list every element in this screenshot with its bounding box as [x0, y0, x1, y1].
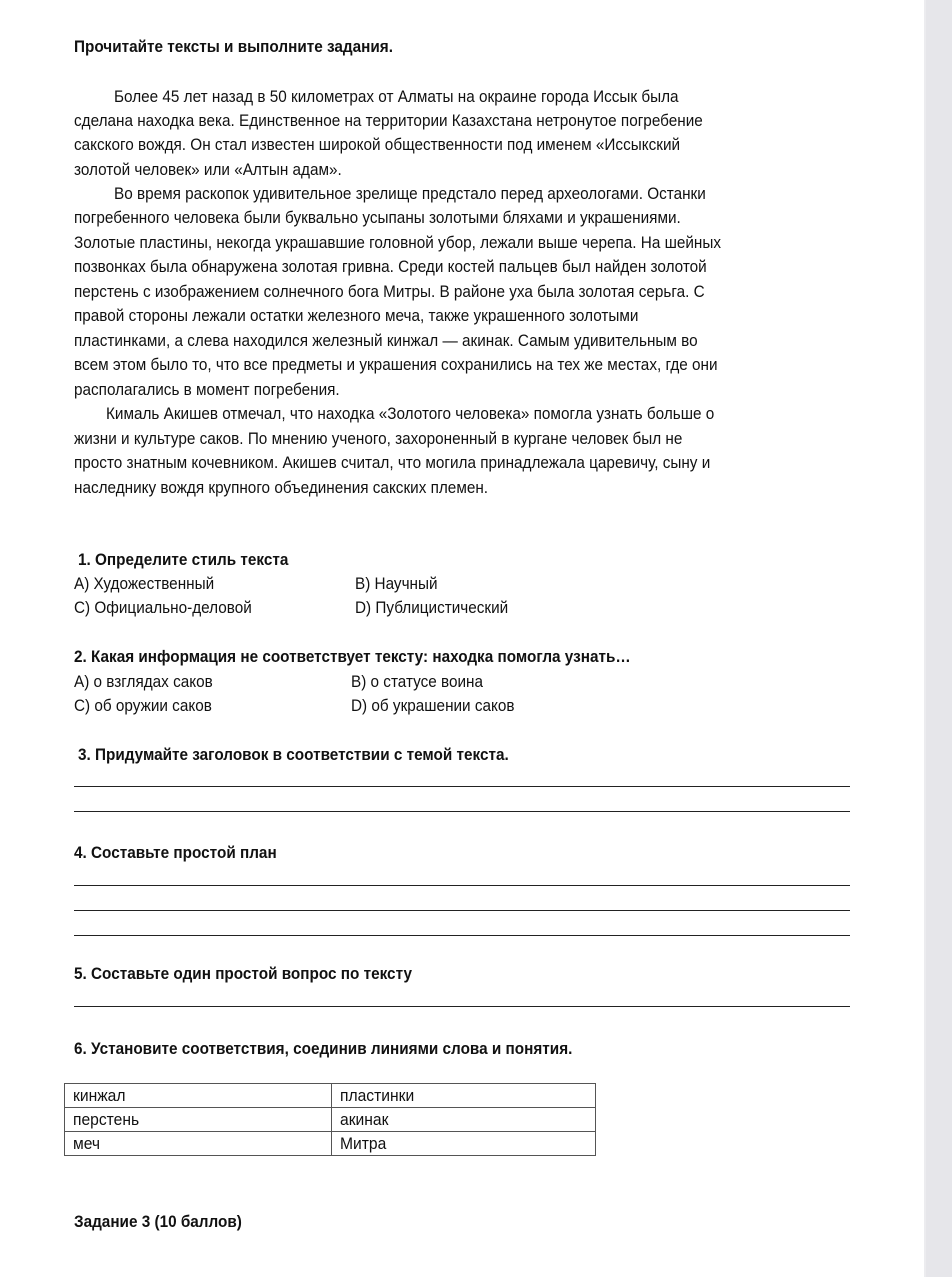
- text-line: просто знатным кочевником. Акишев считал, что могила принадлежала царевичу, сыну и: [74, 453, 711, 472]
- text-line: Более 45 лет назад в 50 километрах от Алматы на окраине города Иссык была: [114, 87, 679, 106]
- answer-line[interactable]: [74, 910, 850, 911]
- option-a[interactable]: А) Художественный: [74, 574, 215, 593]
- table-cell: [332, 1108, 596, 1132]
- question-title: 2. Какая информация не соответствует тексту: находка помогла узнать…: [74, 647, 631, 666]
- question-title: 6. Установите соответствия, соединив линиями слова и понятия.: [74, 1039, 573, 1058]
- text-line: погребенного человека были буквально усыпаны золотыми бляхами и украшениями.: [74, 208, 681, 227]
- option-c[interactable]: С) Официально-деловой: [74, 598, 252, 617]
- table-cell: [332, 1084, 596, 1108]
- text-line: располагались в момент погребения.: [74, 380, 340, 399]
- text-line: сакского вождя. Он стал известен широкой общественности под именем «Иссыкский: [74, 135, 681, 154]
- cell-text: пластинки: [340, 1085, 415, 1105]
- table-cell: [65, 1132, 332, 1156]
- instructions-heading: Прочитайте тексты и выполните задания.: [74, 37, 393, 56]
- table-cell: [65, 1084, 332, 1108]
- text-line: сделана находка века. Единственное на территории Казахстана нетронутое погребение: [74, 111, 703, 130]
- option-d[interactable]: D) об украшении саков: [351, 696, 515, 715]
- option-b[interactable]: В) о статусе воина: [351, 672, 484, 691]
- text-line: Кималь Акишев отмечал, что находка «Золотого человека» помогла узнать больше о: [106, 404, 715, 423]
- answer-line[interactable]: [74, 811, 850, 812]
- cell-text: Митра: [340, 1133, 387, 1153]
- text-line: всем этом было то, что все предметы и украшения сохранились на тех же местах, где они: [74, 355, 718, 374]
- matching-table: [64, 1083, 596, 1156]
- side-panel: [924, 0, 952, 1277]
- answer-line[interactable]: [74, 1006, 850, 1007]
- text-line: наследнику вождя крупного объединения сакских племен.: [74, 478, 489, 497]
- answer-line[interactable]: [74, 885, 850, 886]
- option-a[interactable]: А) о взглядах саков: [74, 672, 213, 691]
- question-title: 4. Составьте простой план: [74, 843, 277, 862]
- task-3-heading: Задание 3 (10 баллов): [74, 1212, 242, 1231]
- option-b[interactable]: В) Научный: [355, 574, 438, 593]
- table-cell: [65, 1108, 332, 1132]
- cell-text: перстень: [73, 1109, 140, 1129]
- question-title: 5. Составьте один простой вопрос по тексту: [74, 964, 412, 983]
- cell-text: меч: [73, 1133, 101, 1153]
- table-row: [65, 1132, 596, 1156]
- text-line: перстень с изображением солнечного бога Митры. В районе уха была золотая серьга. С: [74, 282, 705, 301]
- text-line: правой стороны лежали остатки железного меча, также украшенного золотыми: [74, 306, 639, 325]
- text-line: жизни и культуре саков. По мнению ученого, захороненный в кургане человек был не: [74, 429, 683, 448]
- question-title: 3. Придумайте заголовок в соответствии с темой текста.: [78, 745, 509, 764]
- text-line: Во время раскопок удивительное зрелище предстало перед археологами. Останки: [114, 184, 706, 203]
- answer-line[interactable]: [74, 786, 850, 787]
- cell-text: кинжал: [73, 1085, 126, 1105]
- text-line: пластинками, а слева находился железный кинжал — акинак. Самым удивительным во: [74, 331, 698, 350]
- text-line: позвонках была обнаружена золотая гривна. Среди костей пальцев был найден золотой: [74, 257, 707, 276]
- option-d[interactable]: D) Публицистический: [355, 598, 509, 617]
- cell-text: акинак: [340, 1109, 389, 1129]
- question-title: 1. Определите стиль текста: [78, 550, 289, 569]
- text-line: золотой человек» или «Алтын адам».: [74, 160, 342, 179]
- table-cell: [332, 1132, 596, 1156]
- text-line: Золотые пластины, некогда украшавшие головной убор, лежали выше черепа. На шейных: [74, 233, 722, 252]
- answer-line[interactable]: [74, 935, 850, 936]
- table-row: [65, 1084, 596, 1108]
- table-row: [65, 1108, 596, 1132]
- option-c[interactable]: С) об оружии саков: [74, 696, 212, 715]
